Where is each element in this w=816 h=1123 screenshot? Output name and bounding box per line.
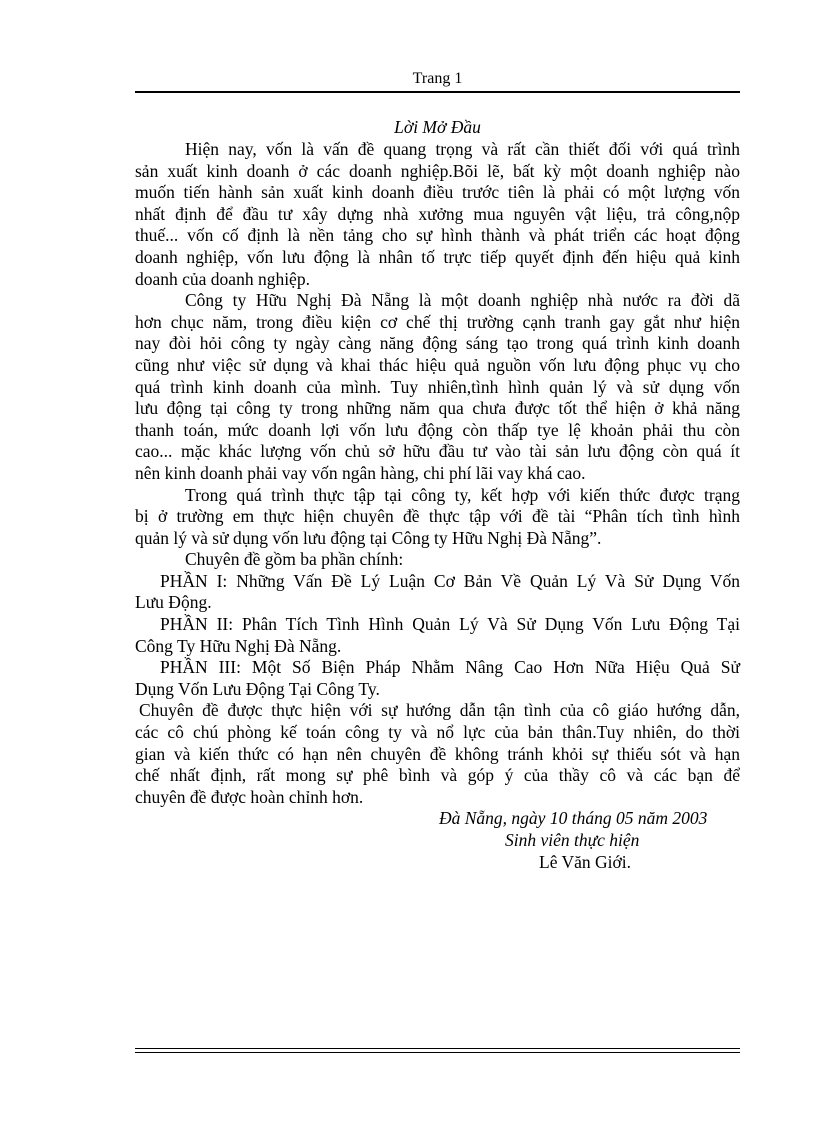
- text-line: doanh nghiệp, vốn lưu động là nhân tố trực tiếp quyết định đến hiệu quả kinh: [135, 246, 740, 267]
- text-line: Chuyên đề gồm ba phần chính:: [185, 549, 404, 570]
- text-line: quá trình kinh doanh của mình. Tuy nhiên,tình hình quản lý và sử dụng vốn: [135, 376, 740, 397]
- text-line: chuyên đề được hoàn chỉnh hơn.: [135, 786, 364, 807]
- text-line: Lưu Động.: [135, 592, 212, 613]
- text-line: Công Ty Hữu Nghị Đà Nẵng.: [135, 635, 342, 656]
- signature-block: [135, 808, 740, 873]
- footer-double-rule: [135, 1048, 740, 1053]
- paragraph-internship: [135, 485, 740, 550]
- text-line: cũng như việc sử dụng và khai thác hiệu quả nguồn vốn lưu động phục vụ cho: [135, 354, 740, 375]
- paragraph-intro: [135, 139, 740, 290]
- text-line: PHẦN III: Một Số Biện Pháp Nhằm Nâng Cao Hơn Nữa Hiệu Quả Sử: [160, 657, 740, 678]
- text-line: nay đòi hỏi công ty ngày càng năng động sáng tạo trong quá trình kinh doanh: [135, 333, 740, 354]
- signature-name: Lê Văn Giới.: [539, 851, 632, 872]
- text-line: thanh toán, mức doanh lợi vốn lưu động còn thấp tye lệ khoản phải thu còn: [135, 419, 740, 440]
- text-line: Hiện nay, vốn là vấn đề quang trọng và rất cần thiết đối với quá trình: [185, 139, 740, 159]
- part-1: [135, 571, 740, 614]
- document-body: [135, 139, 740, 873]
- page-number-header: Trang 1: [412, 70, 463, 87]
- text-line: thuế... vốn cố định là nền tảng cho sự hình thành và phát triển các hoạt động: [135, 225, 740, 246]
- text-line: lưu động tại công ty trong những năm qua chưa được tốt thể hiện ở khả năng: [135, 398, 740, 419]
- text-line: các cô chú phòng kế toán công ty và nổ lực của bản thân.Tuy nhiên, do thời: [135, 722, 740, 743]
- signature-role: Sinh viên thực hiện: [505, 830, 640, 850]
- text-line: PHẦN II: Phân Tích Tình Hình Quản Lý Và Sử Dụng Vốn Lưu Động Tại: [160, 614, 740, 635]
- signature-date: Đà Nẵng, ngày 10 tháng 05 năm 2003: [439, 808, 708, 829]
- document-title: Lời Mở Đầu: [394, 117, 481, 137]
- text-line: sản xuất kinh doanh ở các doanh nghiệp.Bõi lẽ, bất kỳ một doanh nghiệp nào: [135, 160, 740, 181]
- text-line: gian và kiến thức có hạn nên chuyên đề không tránh khỏi sự thiếu sót và hạn: [135, 743, 740, 764]
- text-line: quản lý và sử dụng vốn lưu động tại Công ty Hữu Nghị Đà Nẵng”.: [135, 527, 602, 548]
- text-line: PHẦN I: Những Vấn Đề Lý Luận Cơ Bản Về Quản Lý Và Sử Dụng Vốn: [160, 570, 740, 591]
- text-line: Trong quá trình thực tập tại công ty, kết hợp với kiến thức được trạng: [185, 484, 740, 505]
- text-line: muốn tiến hành sản xuất kinh doanh điều trước tiên là phải có một lượng vốn: [135, 182, 740, 203]
- text-line: chế nhất định, rất mong sự phê bình và góp ý của thầy cô và các bạn để: [135, 765, 740, 786]
- text-line: bị ở trường em thực hiện chuyên đề thực tập với đề tài “Phân tích tình hình: [135, 506, 740, 527]
- part-3: [135, 657, 740, 700]
- paragraph-company: [135, 290, 740, 484]
- text-line: doanh của doanh nghiệp.: [135, 268, 310, 289]
- part-2: [135, 614, 740, 657]
- header-rule: [135, 91, 740, 93]
- text-line: nên kinh doanh phải vay vốn ngân hàng, chi phí lãi vay khá cao.: [135, 462, 586, 483]
- text-line: Dụng Vốn Lưu Động Tại Công Ty.: [135, 678, 380, 699]
- text-line: Công ty Hữu Nghị Đà Nẵng là một doanh nghiệp nhà nước ra đời dã: [185, 290, 740, 311]
- text-line: Chuyên đề được thực hiện với sự hướng dẫn tận tình của cô giáo hướng dẫn,: [139, 700, 740, 721]
- text-line: cao... mặc khác lượng vốn chủ sở hữu đầu tư vào tài sản lưu động còn quá ít: [135, 441, 740, 462]
- paragraph-acknowledgement: [135, 700, 740, 808]
- paragraph-structure: [135, 549, 740, 571]
- text-line: hơn chục năm, trong điều kiện cơ chế thị trường cạnh tranh gay gắt như hiện: [135, 311, 740, 332]
- text-line: nhất định để đầu tư xây dựng nhà xưởng mua nguyên vật liệu, trả công,nộp: [135, 203, 740, 224]
